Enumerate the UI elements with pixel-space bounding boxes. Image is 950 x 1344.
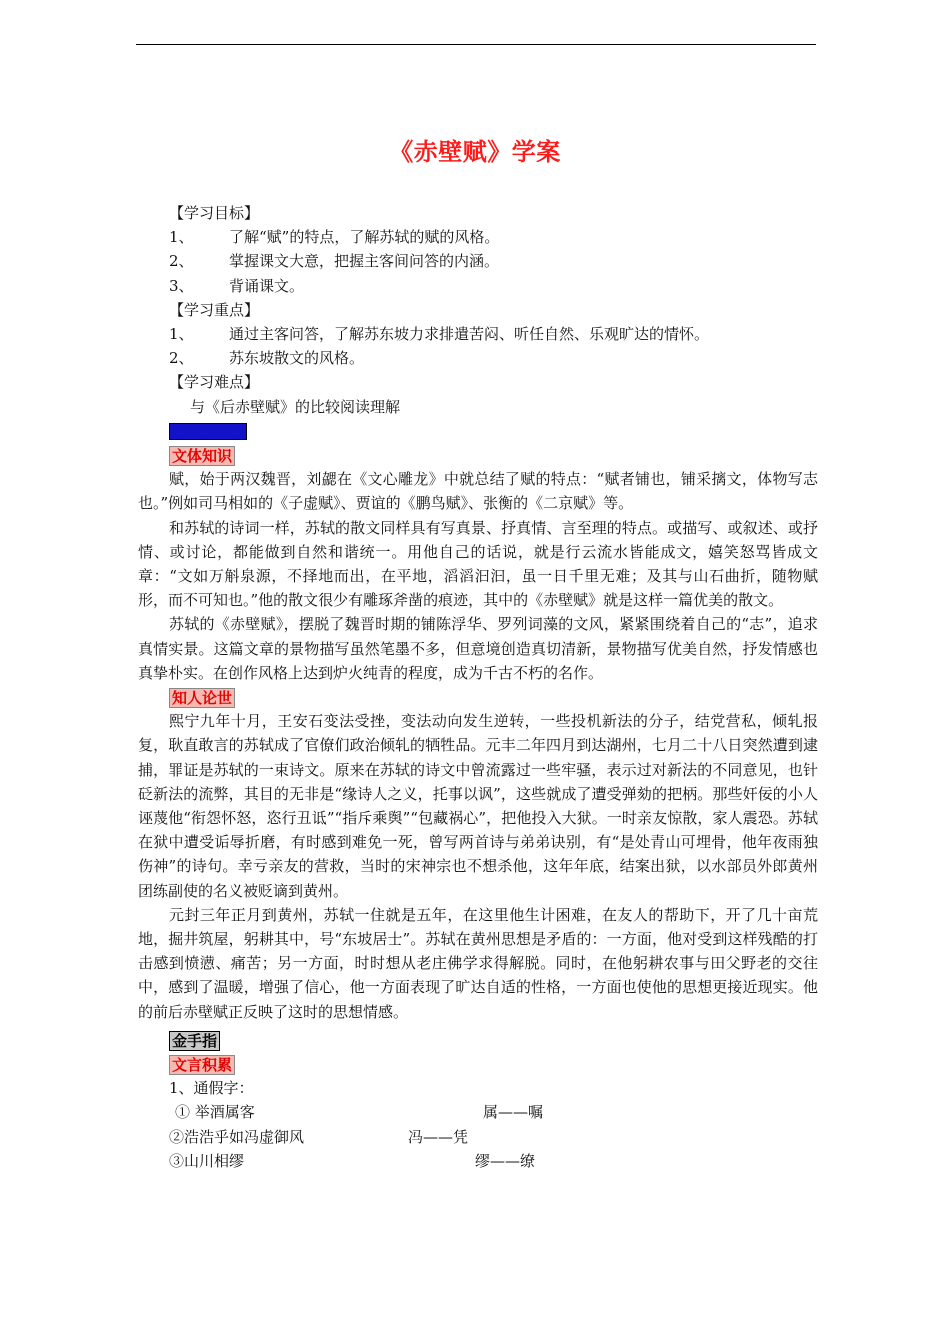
background-tag-row	[138, 685, 818, 709]
list-item: 2、 掌握课文大意，把握主客间问答的内涵。	[169, 252, 500, 271]
tongjia-meaning: 属——嘱	[483, 1103, 544, 1122]
tongjia-example: ②浩浩乎如冯虚御风	[169, 1127, 305, 1146]
list-item	[138, 1125, 818, 1149]
paragraph: 苏轼的《赤壁赋》，摆脱了魏晋时期的铺陈浮华、罗列词藻的文风，紧紧围绕着自己的“志”，追求真情实景。这篇文章的景物描写虽然笔墨不多，但意境创造真切清新，景物描写优美自然，抒发情感也真挚朴实。在创作风格上达到炉火纯青的程度，成为千古不朽的名作。	[138, 615, 818, 682]
genre-tag-row	[138, 443, 818, 467]
list-item: 1、 了解“赋”的特点，了解苏轼的赋的风格。	[169, 228, 500, 247]
paragraph: 熙宁九年十月，王安石变法受挫，变法动向发生逆转，一些投机新法的分子，结党营私，倾轧报复，耿直敢言的苏轼成了官僚们政治倾轧的牺牲品。元丰二年四月到达湖州，七月二十八日突然遭到逮捕，罪证是苏轼的一束诗文。原来在苏轼的诗文中曾流露过一些牢骚，表示过对新法的不同意见，也针砭新法的流弊，其目的无非是“缘诗人之义，托事以讽”，这些就成了遭受弹劾的把柄。那些奸佞的小人诬蔑他“衔怨怀怒，恣行丑诋”“指斥乘舆”“包藏祸心”，把他投入大狱。一时亲友惊散，家人震恐。苏轼在狱中遭受诟辱折磨，有时感到难免一死，曾写两首诗与弟弟诀别，有“是处青山可埋骨，他年夜雨独伤神”的诗句。幸亏亲友的营救，当时的宋神宗也不想杀他，这年年底，结案出狱，以水部员外郎黄州团练副使的名义被贬谪到黄州。	[138, 712, 818, 900]
classical-tag-row	[138, 1052, 818, 1076]
page-title: 《赤壁赋》学案	[389, 138, 561, 166]
golden-tag-row	[138, 1028, 818, 1052]
list-item: 2、 苏东坡散文的风格。	[169, 349, 365, 368]
tongjia-example: ③山川相缪	[169, 1151, 245, 1170]
blue-tag-row	[138, 419, 818, 443]
list-item: 3、 背诵课文。	[169, 276, 305, 295]
list-item	[138, 1100, 818, 1124]
golden-finger-tag: 金手指	[169, 1031, 220, 1051]
list-item	[138, 1149, 818, 1173]
tongjia-meaning: 缪——缭	[475, 1151, 536, 1170]
tongjia-meaning: 冯——凭	[408, 1127, 469, 1146]
paragraph: 元封三年正月到黄州，苏轼一住就是五年，在这里他生计困难，在友人的帮助下，开了几十亩荒地，掘井筑屋，躬耕其中，号“东坡居士”。苏轼在黄州思想是矛盾的：一方面，他对受到这样残酷的打击感到愤懑、痛苦；另一方面，时时想从老庄佛学求得解脱。同时，在他躬耕农事与田父野老的交往中，感到了温暖，增强了信心，他一方面表现了旷达自适的性格，一方面也使他的思想更接近现实。他的前后赤壁赋正反映了这时的思想情感。	[138, 905, 818, 1021]
author-background-tag: 知人论世	[169, 688, 235, 708]
header-rule	[136, 44, 816, 45]
tongjia-example: ① 举酒属客	[175, 1103, 255, 1122]
difficulty-text: 与《后赤壁赋》的比较阅读理解	[190, 397, 401, 416]
paragraph: 和苏轼的诗词一样，苏轼的散文同样具有写真景、抒真情、言至理的特点。或描写、或叙述、或抒情、或讨论，都能做到自然和谐统一。用他自己的话说，就是行云流水皆能成文，嬉笑怒骂皆成文章：“文如万斛泉源，不择地而出，在平地，滔滔汩汩，虽一日千里无难；及其与山石曲折，随物赋形，而不可知也。”他的散文很少有雕琢斧凿的痕迹，其中的《赤壁赋》就是这样一篇优美的散文。	[138, 518, 818, 610]
tongjia-heading: 1、通假字：	[169, 1079, 254, 1098]
document-body	[138, 201, 818, 1173]
list-item: 1、 通过主客问答，了解苏东坡力求排遣苦闷、听任自然、乐观旷达的情怀。	[169, 325, 710, 344]
study-content-tag: 【学习内容】	[169, 423, 247, 440]
paragraph: 赋，始于两汉魏晋，刘勰在《文心雕龙》中就总结了赋的特点：“赋者铺也，铺采摛文，体物写志也。”例如司马相如的《子虚赋》、贾谊的《鹏鸟赋》、张衡的《二京赋》等。	[138, 470, 818, 513]
classical-accumulation-tag: 文言积累	[169, 1055, 235, 1075]
focus-heading: 【学习重点】	[169, 300, 260, 319]
genre-knowledge-tag: 文体知识	[169, 446, 235, 466]
difficulty-heading: 【学习难点】	[169, 373, 260, 392]
objectives-heading: 【学习目标】	[169, 204, 260, 222]
